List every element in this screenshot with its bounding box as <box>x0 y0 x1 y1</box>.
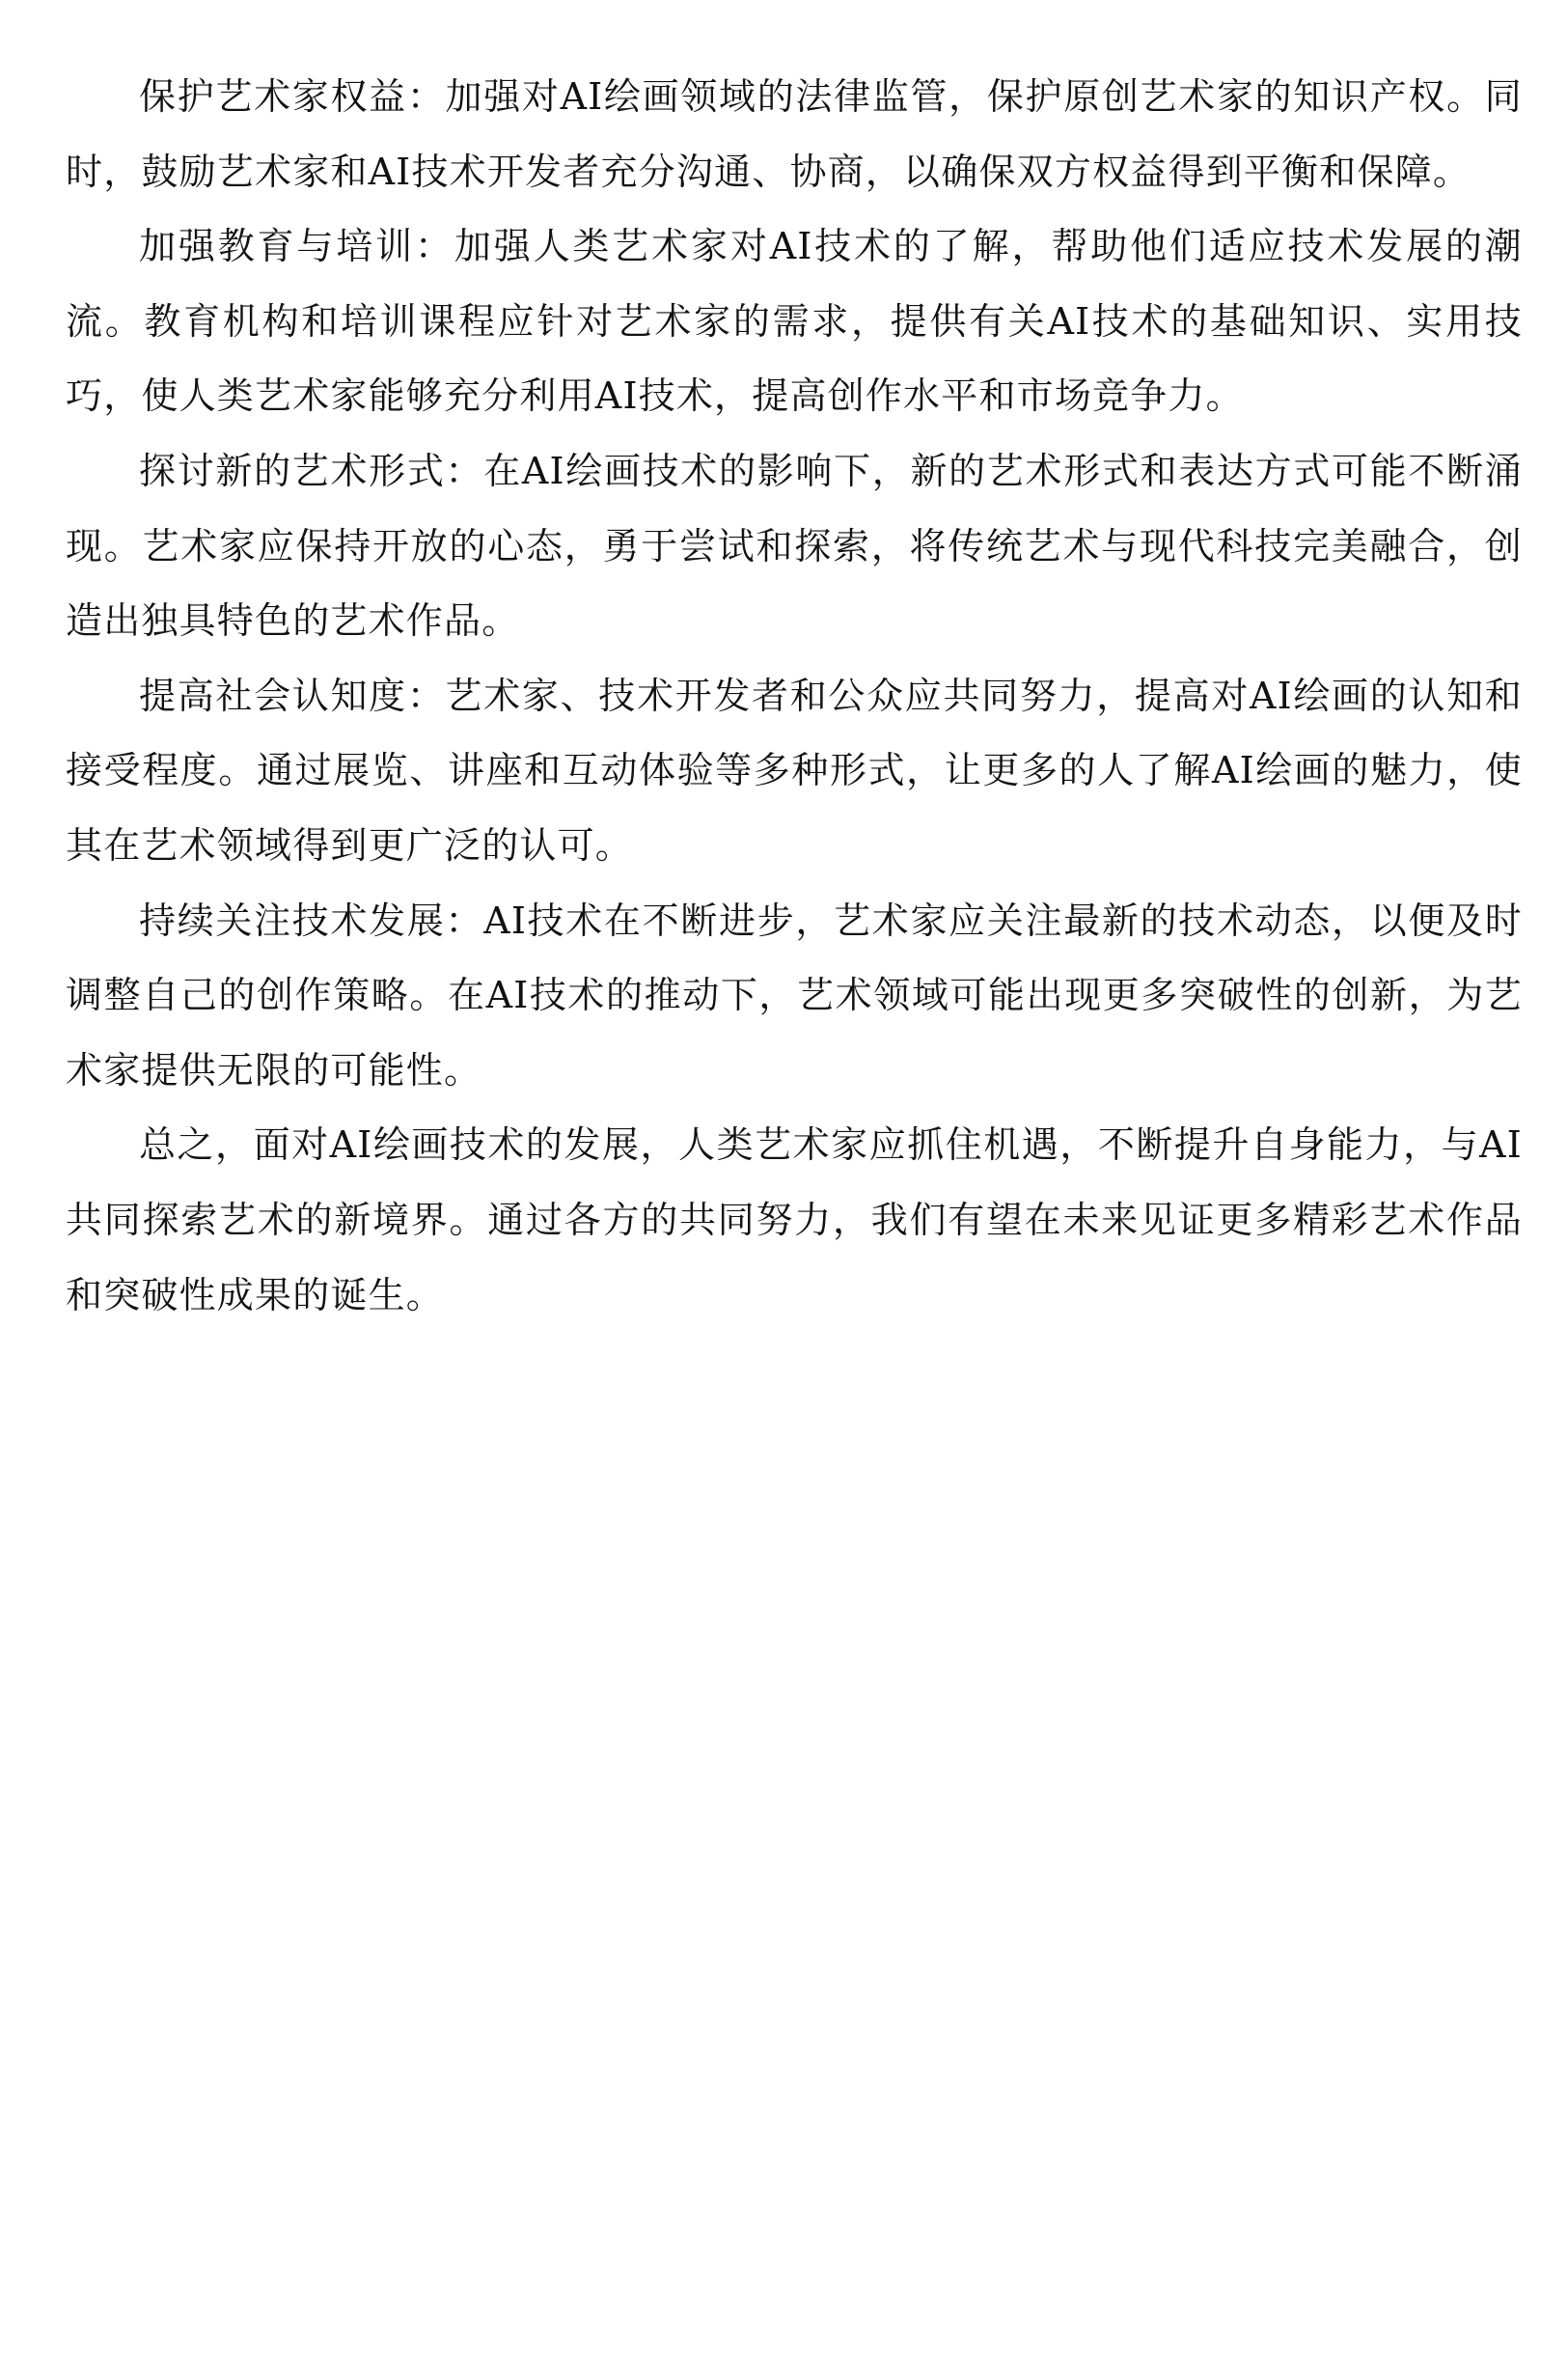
paragraph-social-awareness: 提高社会认知度：艺术家、技术开发者和公众应共同努力，提高对AI绘画的认知和接受程度。通过展览、讲座和互动体验等多种形式，让更多的人了解AI绘画的魅力，使其在艺术领域得到更广泛的认可。 <box>66 674 1523 867</box>
paragraph-protect-artists-rights: 保护艺术家权益：加强对AI绘画领域的法律监管，保护原创艺术家的知识产权。同时，鼓励艺术家和AI技术开发者充分沟通、协商，以确保双方权益得到平衡和保障。 <box>66 75 1523 193</box>
paragraph-new-art-forms: 探讨新的艺术形式：在AI绘画技术的影响下，新的艺术形式和表达方式可能不断涌现。艺术家应保持开放的心态，勇于尝试和探索，将传统艺术与现代科技完美融合，创造出独具特色的艺术作品。 <box>66 449 1523 643</box>
paragraph-tech-development: 持续关注技术发展：AI技术在不断进步，艺术家应关注最新的技术动态，以便及时调整自己的创作策略。在AI技术的推动下，艺术领域可能出现更多突破性的创新，为艺术家提供无限的可能性。 <box>66 899 1523 1092</box>
paragraph-education-training: 加强教育与培训：加强人类艺术家对AI技术的了解，帮助他们适应技术发展的潮流。教育机构和培训课程应针对艺术家的需求，提供有关AI技术的基础知识、实用技巧，使人类艺术家能够充分利用AI技术，提高创作水平和市场竞争力。 <box>66 225 1523 418</box>
paragraph-conclusion: 总之，面对AI绘画技术的发展，人类艺术家应抓住机遇，不断提升自身能力，与AI共同探索艺术的新境界。通过各方的共同努力，我们有望在未来见证更多精彩艺术作品和突破性成果的诞生。 <box>66 1123 1523 1316</box>
body-text <box>66 60 1523 1333</box>
